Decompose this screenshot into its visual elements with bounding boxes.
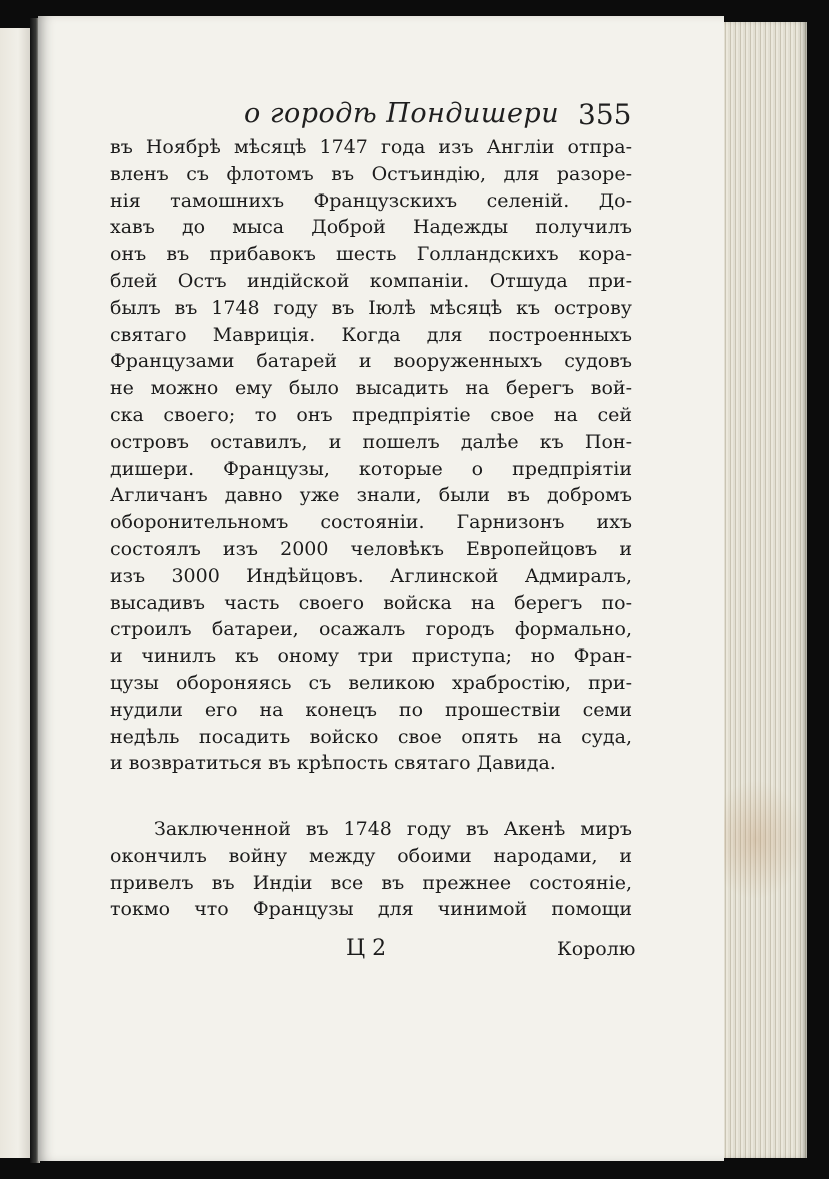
text-line: высадивъ часть своего войска на берегъ по- <box>110 591 632 614</box>
text-line: привелъ въ Индiи все въ прежнее состоянiе, <box>110 871 632 894</box>
text-line: хавъ до мыса Доброй Надежды получилъ <box>110 216 632 239</box>
text-line: ска своего; то онъ предпрiятiе свое на сей <box>110 404 632 426</box>
text-line: токмо что Французы для чинимой помощи <box>110 898 632 921</box>
text-line: въ Ноябрѣ мѣсяцѣ 1747 года изъ Англiи отпра- <box>110 136 632 158</box>
text-line: нудили его на конецъ по прошествiи семи <box>110 698 632 721</box>
text-line: не можно ему было высадить на берегъ вой- <box>110 377 632 400</box>
signature-mark: Ц 2 <box>346 936 387 961</box>
previous-page-edge <box>0 28 32 1158</box>
text-line: цузы обороняясь съ великою храбростiю, при- <box>110 672 632 694</box>
text-line: и чинилъ къ оному три приступа; но Фран- <box>110 645 632 668</box>
text-line: вленъ съ флотомъ въ Остъиндiю, для разоре- <box>110 162 632 185</box>
text-line: Французами батарей и вооруженныхъ судовъ <box>110 350 632 373</box>
text-line: строилъ батареи, осажалъ городъ формально, <box>110 618 632 641</box>
text-line: окончилъ войну между обоими народами, и <box>110 844 632 867</box>
catchword: Королю <box>557 938 636 960</box>
text-line: и возвратиться въ крѣпость святаго Давида. <box>110 752 556 775</box>
text-line: Агличанъ давно уже знали, были въ добромъ <box>110 484 632 507</box>
text-line: нiя тамошнихъ Французскихъ селенiй. Дo- <box>110 189 632 212</box>
page-edge-stain <box>722 780 806 900</box>
text-line: островъ оставилъ, и пошелъ далѣе къ Пон- <box>110 430 632 453</box>
book-page <box>38 16 724 1161</box>
page-block-edges <box>722 22 807 1158</box>
page-number: 355 <box>578 98 632 131</box>
text-line: Заключенной въ 1748 году въ Акенѣ миръ <box>154 818 632 840</box>
text-line: оборонительномъ состоянiи. Гарнизонъ ихъ <box>110 511 632 534</box>
text-line: дишери. Французы, которые о предпрiятiи <box>110 457 632 480</box>
text-line: изъ 3000 Индѣйцовъ. Аглинской Адмиралъ, <box>110 564 632 587</box>
text-line: состоялъ изъ 2000 человѣкъ Европейцовъ и <box>110 538 632 560</box>
text-line: святаго Маврицiя. Когда для построенныхъ <box>110 323 632 346</box>
text-line: блей Остъ индiйской компанiи. Отшуда при- <box>110 270 632 292</box>
text-line: онъ въ прибавокъ шесть Голландскихъ кора- <box>110 243 632 266</box>
running-head: о городѣ Пондишери <box>244 98 560 129</box>
text-line: былъ въ 1748 году въ Iюлѣ мѣсяцѣ къ острову <box>110 296 632 319</box>
text-line: недѣль посадить войско свое опять на суда, <box>110 725 632 748</box>
